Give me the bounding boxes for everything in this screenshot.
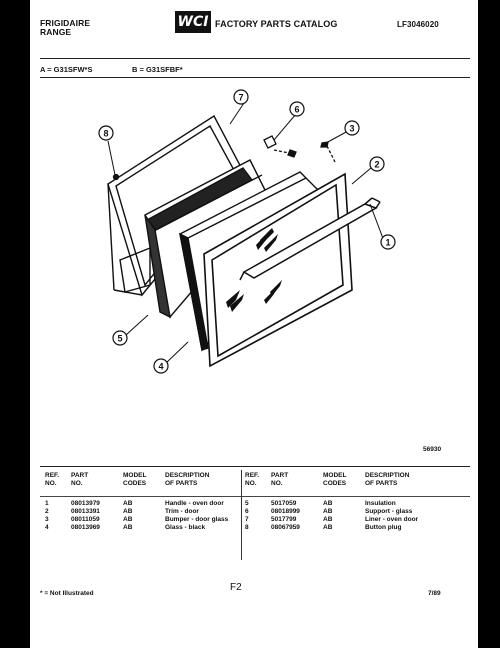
callout-6 (290, 102, 304, 116)
drawing-code: 56930 (423, 446, 442, 453)
table-row: 8 08067959 AB Button plug (245, 524, 402, 531)
callout-4 (154, 359, 168, 373)
table-row: 5 5017059 AB Insulation (245, 500, 396, 507)
svg-text:1: 1 (385, 237, 391, 248)
exploded-door-diagram (30, 80, 478, 450)
glass-support-clip (264, 136, 296, 157)
date-code: 7/89 (428, 590, 441, 597)
svg-text:8: 8 (103, 128, 109, 139)
callout-5 (113, 331, 127, 345)
table-row: 6 08018999 AB Support - glass (245, 508, 413, 515)
callout-7 (234, 90, 248, 104)
callout-1 (381, 235, 395, 249)
brand-name: FRIGIDAIRE (40, 18, 91, 28)
catalog-sheet (30, 0, 478, 648)
table-row: 4 08013969 AB Glass - black (45, 524, 206, 531)
footnote: * = Not Illustrated (40, 590, 94, 597)
wci-logo: WCI (175, 11, 211, 33)
catalog-title: FACTORY PARTS CATALOG (215, 19, 338, 29)
table-row: 2 08013391 AB Trim - door (45, 508, 199, 515)
models-rule (40, 77, 470, 78)
svg-text:4: 4 (158, 361, 164, 372)
model-a: A = G31SFW*S (40, 65, 93, 74)
product-type: RANGE (40, 27, 72, 37)
svg-text:6: 6 (294, 104, 300, 115)
parts-table-left (45, 472, 239, 532)
table-header-row: REF. NO. PART NO. MODEL CODES DESCRIPTION OF PARTS (45, 472, 210, 487)
table-top-rule (40, 466, 470, 467)
callout-2 (370, 157, 384, 171)
parts-table-right (245, 472, 439, 532)
model-b: B = G31SFBF* (132, 65, 183, 74)
svg-text:2: 2 (374, 159, 380, 170)
button-plug (114, 175, 119, 180)
table-header-row: REF. NO. PART NO. MODEL CODES DESCRIPTION OF PARTS (245, 472, 410, 487)
callout-3 (345, 121, 359, 135)
table-row: 1 08013979 AB Handle - oven door (45, 500, 224, 507)
page-number: F2 (230, 582, 242, 593)
svg-text:3: 3 (349, 123, 355, 134)
svg-text:5: 5 (117, 333, 123, 344)
callout-8 (99, 126, 113, 140)
doc-number: LF3046020 (397, 20, 439, 29)
table-row: 7 5017799 AB Liner - oven door (245, 516, 419, 523)
table-column-divider (241, 470, 242, 560)
svg-text:7: 7 (238, 92, 244, 103)
door-glass-bumper (321, 142, 335, 162)
header-rule (40, 58, 470, 59)
table-row: 3 08011059 AB Bumper - door glass (45, 516, 229, 523)
